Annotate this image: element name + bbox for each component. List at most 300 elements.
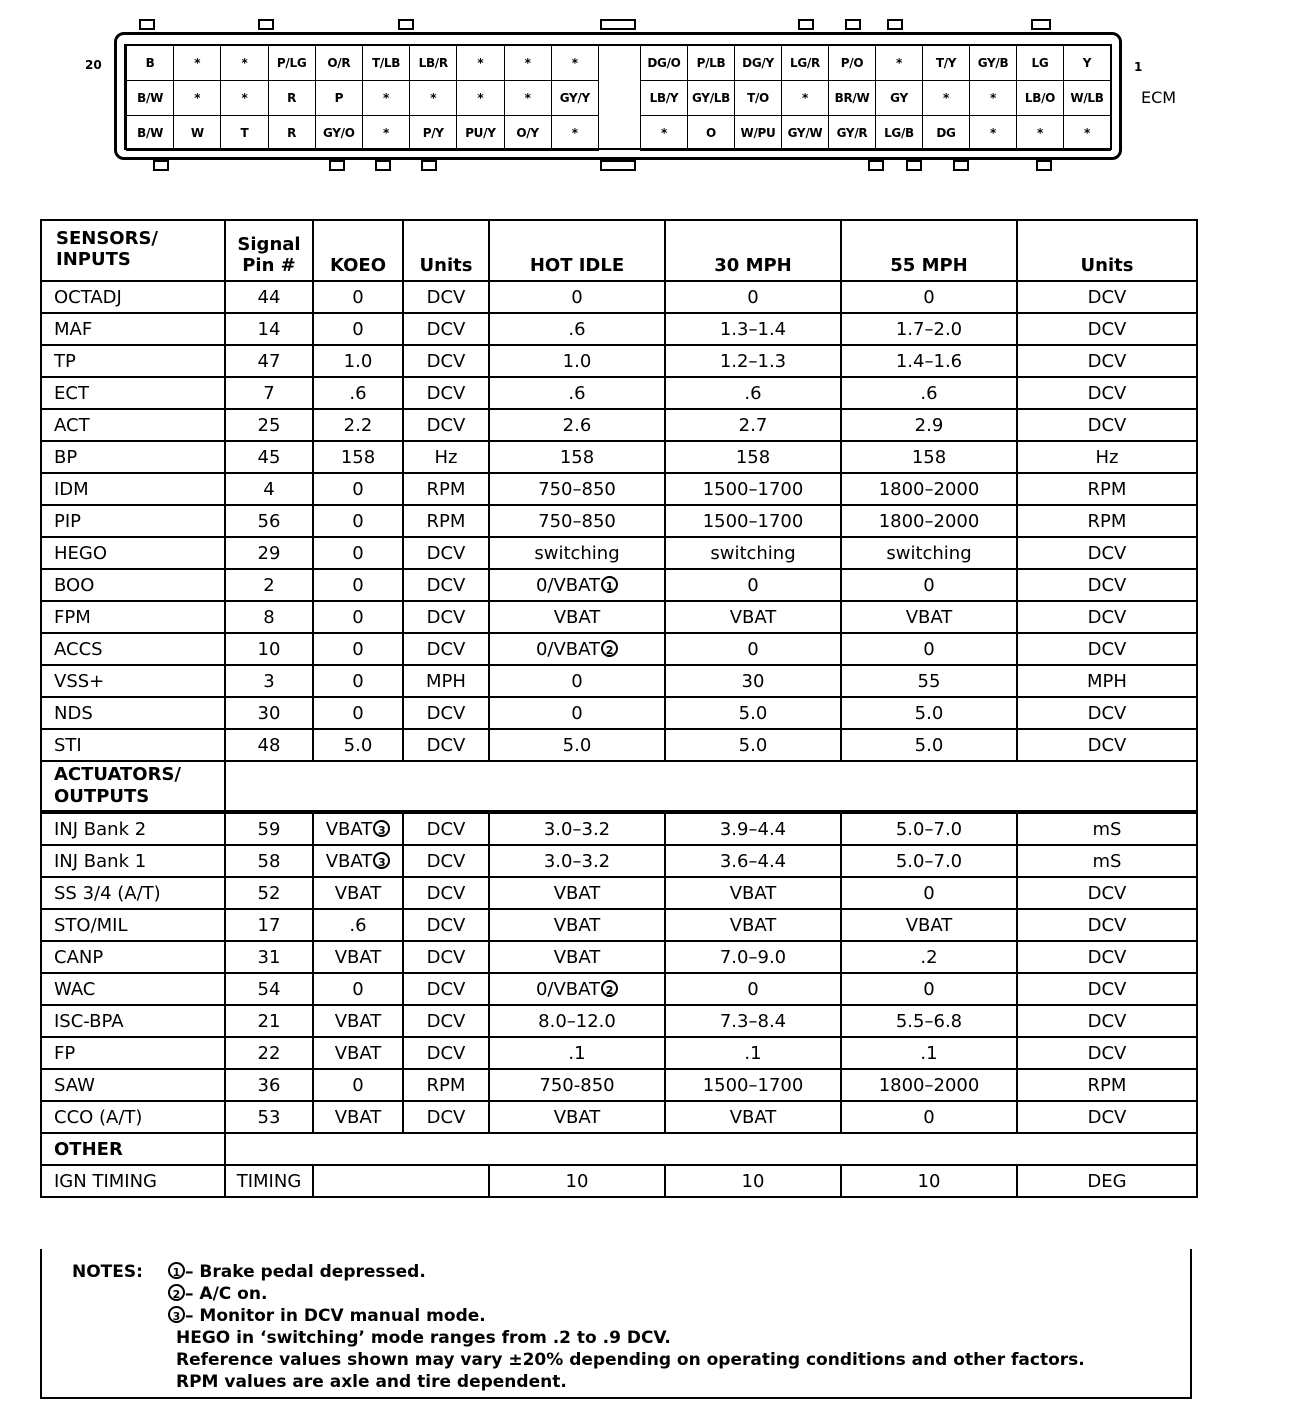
cell-text: 55 [917,670,941,692]
cell-text: SAW [54,1074,95,1096]
cell-text: DCV [426,850,466,872]
cell-30-mph [665,409,841,441]
cell-text: DCV [1087,606,1127,628]
cell-signal-pin [225,845,313,877]
cell-text: FPM [54,606,91,628]
table-row [41,1165,1197,1197]
cell-units [403,845,489,877]
cell-text: 5.0 [343,734,373,756]
cell-text: 1.2–1.3 [719,350,787,372]
cell-text: 158 [911,446,947,468]
cell-text: 58 [257,850,281,872]
connector-pin-cell: GY [876,81,923,116]
cell-30-mph [665,345,841,377]
connector-pin-cell: GY/R [829,116,876,151]
cell-text: DCV [1087,946,1127,968]
cell-units [403,633,489,665]
cell-30-mph [665,505,841,537]
cell-30-mph [665,1165,841,1197]
cell-signal-pin [225,1165,313,1197]
cell-text: 29 [257,542,281,564]
connector-pin-cell: LB/Y [641,81,688,116]
cell-units-2 [1017,697,1197,729]
cell-text: VBAT [729,882,777,904]
table-row [41,313,1197,345]
cell-text: VBAT [334,1106,382,1128]
cell-30-mph [665,473,841,505]
cell-name [41,1165,225,1197]
cell-55-mph [841,313,1017,345]
cell-koeo [313,1165,489,1197]
connector-pin-cell: * [970,81,1017,116]
cell-text: 1.0 [343,350,373,372]
cell-text: CCO (A/T) [54,1106,143,1128]
connector-pin-cell: * [876,46,923,81]
cell-text: VBAT [334,1010,382,1032]
table-row [41,601,1197,633]
connector-pin-cell: PU/Y [457,116,504,151]
cell-text: 3.6–4.4 [719,850,787,872]
cell-koeo [313,845,403,877]
cell-text: .6 [744,382,762,404]
cell-text: 0 [352,606,364,628]
connector-tab [153,160,169,171]
cell-hot-idle [489,1165,665,1197]
connector-pin-cell: P/O [829,46,876,81]
cell-text: 5.0–7.0 [895,818,963,840]
cell-text: 0 [747,978,759,1000]
table-row [41,569,1197,601]
connector-pin-cell: LG/R [782,46,829,81]
cell-name [41,537,225,569]
connector-pin-cell: * [221,81,268,116]
connector-pin-cell: LG/B [876,116,923,151]
cell-signal-pin [225,941,313,973]
connector-pin-cell: * [782,81,829,116]
cell-units-2 [1017,845,1197,877]
cell-text: DCV [1087,978,1127,1000]
cell-text: 2.7 [738,414,768,436]
cell-text: BOO [54,574,95,596]
cell-text: DCV [1087,1010,1127,1032]
cell-text: FP [54,1042,76,1064]
cell-name [41,845,225,877]
cell-name [41,345,225,377]
connector-pin-cell: BR/W [829,81,876,116]
cell-text: 1.3–1.4 [719,318,787,340]
cell-text: 17 [257,914,281,936]
cell-text: .1 [744,1042,762,1064]
cell-55-mph [841,729,1017,761]
cell-text: DCV [1087,286,1127,308]
cell-text: INJ Bank 1 [54,850,147,872]
cell-name [41,812,225,845]
connector-pin-cell: T [221,116,268,151]
cell-text: 158 [735,446,771,468]
cell-55-mph [841,1069,1017,1101]
table-row [41,909,1197,941]
cell-text: DCV [1087,1042,1127,1064]
cell-text: VBAT [905,914,953,936]
circled-note-marker: 3 [373,852,390,869]
cell-text: DCV [426,702,466,724]
cell-text: 3.9–4.4 [719,818,787,840]
connector-pin-cell: T/O [735,81,782,116]
cell-text: RPM [1087,478,1127,500]
cell-text: ECT [54,382,89,404]
cell-hot-idle [489,665,665,697]
cell-text: 45 [257,446,281,468]
cell-text: 0 [352,574,364,596]
cell-name [41,281,225,313]
cell-units [403,409,489,441]
cell-text: DCV [1087,638,1127,660]
cell-units-2 [1017,377,1197,409]
cell-hot-idle [489,537,665,569]
cell-text: SS 3/4 (A/T) [54,882,161,904]
section-actuators-row [41,761,1197,812]
cell-signal-pin [225,281,313,313]
cell-55-mph [841,537,1017,569]
cell-text: 7 [263,382,275,404]
cell-55-mph [841,973,1017,1005]
cell-text: switching [710,542,796,564]
table-row [41,1005,1197,1037]
table-row [41,505,1197,537]
header-30-mph: 30 MPH [665,220,841,281]
cell-koeo [313,313,403,345]
table-row [41,812,1197,845]
cell-units-2 [1017,569,1197,601]
cell-text: 1800–2000 [878,478,980,500]
cell-55-mph [841,697,1017,729]
cell-name [41,1069,225,1101]
cell-text: 21 [257,1010,281,1032]
cell-hot-idle [489,1005,665,1037]
circled-note-marker: 3 [373,820,390,837]
cell-text: DCV [426,1106,466,1128]
cell-text: DCV [1087,574,1127,596]
circled-number: 1 [168,1262,185,1279]
connector-pin-cell: R [269,81,316,116]
cell-name [41,441,225,473]
cell-text: RPM [426,478,466,500]
cell-name [41,313,225,345]
connector-pin-cell: R [269,116,316,151]
cell-text: DCV [426,318,466,340]
cell-koeo [313,877,403,909]
table-row [41,377,1197,409]
cell-koeo [313,345,403,377]
cell-hot-idle [489,697,665,729]
cell-text: 0 [352,286,364,308]
connector-pins-right [640,46,1110,151]
table-row [41,729,1197,761]
cell-units-2 [1017,1005,1197,1037]
connector-pin-cell: W/PU [735,116,782,151]
connector-pin-cell: O [688,116,735,151]
cell-55-mph [841,441,1017,473]
ecm-label: ECM [1141,88,1177,107]
cell-text: 31 [257,946,281,968]
cell-name [41,697,225,729]
pin-number-first: 20 [85,58,102,72]
ecm-connector-diagram [0,0,1306,190]
connector-tab [845,19,861,30]
cell-text: 5.5–6.8 [895,1010,963,1032]
cell-text: .6 [920,382,938,404]
circled-number: 2 [168,1284,185,1301]
cell-signal-pin [225,973,313,1005]
cell-text: VSS+ [54,670,105,692]
table-row [41,1069,1197,1101]
cell-koeo [313,377,403,409]
cell-30-mph [665,633,841,665]
section-other: OTHER [41,1133,225,1165]
connector-pin-cell: * [505,81,552,116]
table-row [41,409,1197,441]
cell-hot-idle [489,1037,665,1069]
cell-koeo [313,973,403,1005]
cell-text: 0 [923,978,935,1000]
connector-pin-cell: * [221,46,268,81]
header-koeo: KOEO [313,220,403,281]
connector-pin-cell: B [127,46,174,81]
cell-text: 5.0 [738,702,768,724]
connector-pin-cell: P/LG [269,46,316,81]
cell-text: MAF [54,318,93,340]
cell-text: DCV [426,882,466,904]
cell-text: switching [886,542,972,564]
cell-text: 750-850 [539,1074,615,1096]
cell-55-mph [841,665,1017,697]
cell-text: DCV [1087,882,1127,904]
cell-text: 0 [571,286,583,308]
cell-hot-idle [489,505,665,537]
cell-signal-pin [225,345,313,377]
note-1 [167,1262,426,1282]
cell-text: 7.3–8.4 [719,1010,787,1032]
cell-text: DCV [426,382,466,404]
cell-text: DCV [426,978,466,1000]
cell-30-mph [665,729,841,761]
cell-units [403,281,489,313]
cell-name [41,729,225,761]
cell-text: DCV [426,414,466,436]
cell-30-mph [665,1069,841,1101]
cell-text: 48 [257,734,281,756]
cell-text: 5.0 [562,734,592,756]
cell-signal-pin [225,633,313,665]
cell-units-2 [1017,505,1197,537]
cell-text: ACCS [54,638,103,660]
header-hot-idle: HOT IDLE [489,220,665,281]
cell-30-mph [665,537,841,569]
cell-text: 0 [923,574,935,596]
cell-55-mph [841,1101,1017,1133]
note-2 [167,1284,267,1304]
connector-pin-cell: DG/Y [735,46,782,81]
connector-tab [329,160,345,171]
cell-text: switching [534,542,620,564]
cell-units [403,441,489,473]
cell-text: OCTADJ [54,286,122,308]
notes-box [40,1249,1192,1399]
cell-text: .1 [920,1042,938,1064]
cell-55-mph [841,845,1017,877]
cell-name [41,1101,225,1133]
cell-text: 5.0 [738,734,768,756]
table-row [41,697,1197,729]
cell-name [41,377,225,409]
cell-units [403,1005,489,1037]
cell-text: DCV [426,1010,466,1032]
cell-text: 0 [571,670,583,692]
cell-text: ACT [54,414,90,436]
cell-text: 1.7–2.0 [895,318,963,340]
cell-text: 750–850 [538,478,616,500]
cell-text: VBAT [553,882,601,904]
connector-pin-cell: * [457,46,504,81]
cell-text: 30 [257,702,281,724]
connector-tab [139,19,155,30]
cell-text: HEGO [54,542,108,564]
connector-pin-cell: P/LB [688,46,735,81]
cell-hot-idle [489,1069,665,1101]
cell-30-mph [665,812,841,845]
connector-pin-cell: * [410,81,457,116]
cell-text: 1800–2000 [878,1074,980,1096]
cell-units-2 [1017,409,1197,441]
cell-text: DCV [1087,382,1127,404]
cell-text: IGN TIMING [54,1170,157,1192]
cell-hot-idle [489,601,665,633]
connector-pin-cell: B/W [127,116,174,151]
cell-signal-pin [225,1101,313,1133]
connector-pin-cell: LB/R [410,46,457,81]
cell-signal-pin [225,665,313,697]
connector-tab [600,160,636,171]
cell-30-mph [665,313,841,345]
cell-text: DCV [1087,542,1127,564]
cell-text: 53 [257,1106,281,1128]
cell-hot-idle [489,313,665,345]
cell-signal-pin [225,441,313,473]
cell-text: mS [1092,850,1122,872]
connector-tab [868,160,884,171]
cell-text: 0 [352,510,364,532]
cell-text: VBAT [325,850,373,872]
connector-pin-cell: * [505,46,552,81]
table-row [41,537,1197,569]
cell-koeo [313,909,403,941]
connector-pin-cell: * [641,116,688,151]
connector-tab [1031,19,1051,30]
cell-hot-idle [489,409,665,441]
cell-text: DCV [426,286,466,308]
cell-name [41,601,225,633]
cell-signal-pin [225,537,313,569]
ecm-reference-values-table [40,219,1198,1198]
cell-text: DCV [426,914,466,936]
cell-koeo [313,729,403,761]
table-row [41,281,1197,313]
cell-text: 47 [257,350,281,372]
connector-pin-cell: W/LB [1064,81,1111,116]
cell-text: 1.4–1.6 [895,350,963,372]
cell-units [403,1101,489,1133]
cell-55-mph [841,877,1017,909]
sensor-rows [41,281,1197,761]
cell-units-2 [1017,729,1197,761]
cell-units [403,697,489,729]
cell-signal-pin [225,1005,313,1037]
connector-tab [600,19,636,30]
connector-pin-cell: LB/O [1017,81,1064,116]
cell-text: STO/MIL [54,914,128,936]
cell-text: DCV [1087,914,1127,936]
cell-text: 2.6 [562,414,592,436]
table-row [41,633,1197,665]
cell-55-mph [841,473,1017,505]
cell-text: 3 [263,670,275,692]
cell-text: RPM [1087,510,1127,532]
cell-signal-pin [225,569,313,601]
table-row [41,941,1197,973]
connector-tab [953,160,969,171]
cell-koeo [313,633,403,665]
cell-koeo [313,665,403,697]
cell-signal-pin [225,313,313,345]
cell-text: WAC [54,978,96,1000]
cell-text: 158 [340,446,376,468]
cell-text: 0 [923,882,935,904]
cell-signal-pin [225,909,313,941]
cell-units [403,569,489,601]
connector-pin-cell: DG [923,116,970,151]
cell-koeo [313,505,403,537]
cell-text: 5.0 [914,702,944,724]
connector-pin-cell: O/Y [505,116,552,151]
cell-text: 7.0–9.0 [719,946,787,968]
section-actuators-outputs: ACTUATORS/ OUTPUTS [41,761,225,812]
cell-hot-idle [489,973,665,1005]
cell-units [403,1037,489,1069]
cell-30-mph [665,441,841,473]
cell-units-2 [1017,633,1197,665]
cell-text: 8 [263,606,275,628]
cell-signal-pin [225,473,313,505]
cell-text: VBAT [325,818,373,840]
cell-units [403,812,489,845]
cell-hot-idle [489,812,665,845]
cell-signal-pin [225,409,313,441]
cell-30-mph [665,377,841,409]
cell-text: 0 [352,638,364,660]
cell-units-2 [1017,1037,1197,1069]
connector-pin-cell: * [1017,116,1064,151]
cell-units [403,473,489,505]
note-3 [167,1306,486,1326]
cell-hot-idle [489,941,665,973]
cell-text: .6 [349,382,367,404]
connector-pin-cell: * [1064,116,1111,151]
cell-text: Hz [434,446,458,468]
cell-signal-pin [225,877,313,909]
table-row [41,441,1197,473]
cell-signal-pin [225,729,313,761]
cell-text: 750–850 [538,510,616,532]
